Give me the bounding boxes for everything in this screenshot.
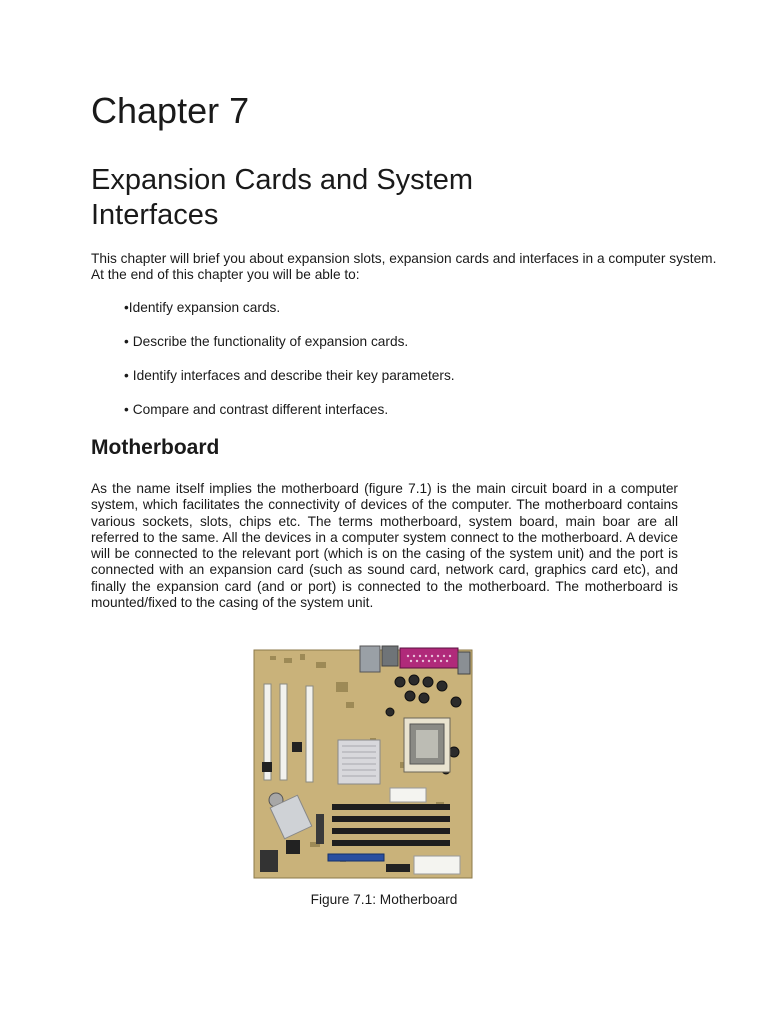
io-port-block [458,652,470,674]
bullet-icon: • [124,402,129,417]
list-item [124,300,455,334]
io-port-block [382,646,398,666]
northbridge-heatsink [338,740,380,784]
intro-line-2: At the end of this chapter you will be able to: [91,267,360,282]
section-title-line-1: Expansion Cards and System [91,164,474,196]
io-port-block [360,646,380,672]
section-title-line-2: Interfaces [91,199,219,232]
bullet-icon: • [124,368,129,383]
ram-slot [332,840,450,846]
chip [316,814,324,844]
pci-slot [280,684,287,780]
intro-paragraph [91,251,731,283]
chip [262,762,272,772]
list-item [124,368,455,402]
objective-text: Identify expansion cards. [128,300,281,315]
bullet-icon: • [124,300,129,315]
list-item [124,402,455,436]
ram-slot [332,804,450,810]
motherboard-paragraph: As the name itself implies the motherboard (figure 7.1) is the main circuit board in a computer system, which facilitates the connectivity of devices of the computer. The motherboard contains various sockets, slots, chips etc. The terms motherboard, system board, main boar are all referred to the same. All the devices in a computer system connect to the motherboard. A device will be connected to the relevant port (which is on the casing of the system unit) and the port is connected with an expansion card (such as sound card, network card, graphics card etc), and finally the expansion card (and or port) is connected to the motherboard. The motherboard is mounted/fixed to the casing of the system unit. [91,481,678,611]
objective-text: Identify interfaces and describe their key parameters. [132,368,455,383]
section-title [91,163,611,234]
agp-slot [328,854,384,861]
ide-connector [386,864,410,872]
objective-text: Describe the functionality of expansion cards. [132,334,409,349]
objective-text: Compare and contrast different interfaces. [132,402,389,417]
motherboard-image [250,642,476,882]
ram-slot [332,828,450,834]
list-item [124,334,455,368]
intro-line-1: This chapter will brief you about expansion slots, expansion cards and interfaces in a computer system. [91,251,717,266]
connector-header [260,850,278,872]
motherboard-figure [250,642,476,882]
chip [286,840,300,854]
label-sticker [390,788,426,802]
bullet-icon: • [124,334,129,349]
motherboard-heading: Motherboard [91,436,220,459]
parallel-port [400,648,458,668]
ram-slot [332,816,450,822]
figure-caption [0,892,768,907]
pci-slot [306,686,313,782]
chip [292,742,302,752]
chapter-title: Chapter 7 [91,90,250,131]
cpu-socket-center [416,730,438,758]
objectives-list [124,300,455,436]
figure-caption-text: Figure 7.1: Motherboard [310,892,458,907]
atx-power-connector [414,856,460,874]
